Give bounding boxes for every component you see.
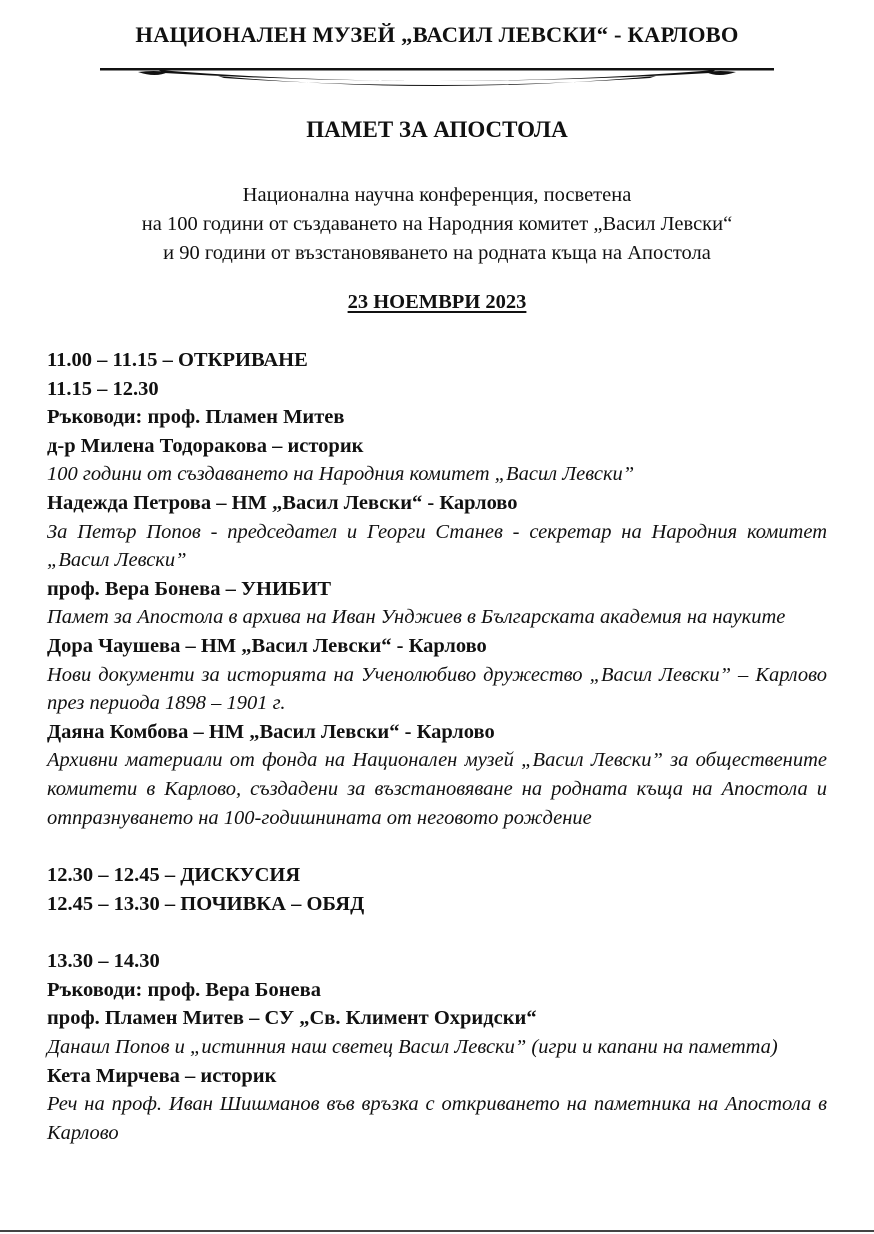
lunch-slot: 12.45 – 13.30 – ПОЧИВКА – ОБЯД [47,892,365,915]
talk-speaker: Даяна Комбова – НМ „Васил Левски“ - Карлово [47,720,495,743]
talk-speaker: проф. Пламен Митев – СУ „Св. Климент Охридски“ [47,1007,537,1030]
opening-slot: 11.00 – 11.15 – ОТКРИВАНЕ [47,349,308,371]
talk-speaker: Дора Чаушева – НМ „Васил Левски“ - Карлово [47,634,487,657]
talk-speaker: Кета Мирчева – историк [47,1064,277,1087]
spacer [47,832,827,861]
conference-subtitle [0,181,874,268]
subtitle-line-1: Национална научна конференция, посветена [242,184,632,206]
page-title: ПАМЕТ ЗА АПОСТОЛА [306,117,568,142]
talk-title: Архивни материали от фонда на Национален музей „Васил Левски” за обществените комитети в Карлово, създадени за възстановяване на родната къща на Апостола и отпразнуването на 100-годишнината от неговото рождение [47,749,827,829]
talk-title: Данаил Попов и „истинния наш светец Васил Левски” (игри и капани на паметта) [47,1036,778,1059]
session2-chair: Ръководи: проф. Вера Бонева [47,978,321,1001]
talk-speaker: проф. Вера Бонева – УНИБИТ [47,577,332,600]
session1-chair: Ръководи: проф. Пламен Митев [47,406,345,429]
session1-time: 11.15 – 12.30 [47,377,159,400]
talk-title: Памет за Апостола в архива на Иван Унджиев в Българската академия на науките [47,606,786,629]
institution-title: НАЦИОНАЛЕН МУЗЕЙ „ВАСИЛ ЛЕВСКИ“ - КАРЛОВО [135,22,739,47]
talk-title: Нови документи за историята на Ученолюбиво дружество „Васил Левски” – Карлово през периода 1898 – 1901 г. [47,663,827,715]
talk-title: Реч на проф. Иван Шишманов във връзка с откриването на паметника на Апостола в Карлово [47,1093,827,1144]
session2-time: 13.30 – 14.30 [47,950,160,973]
date-text: 23 НОЕМВРИ 2023 [347,291,527,313]
conference-date [0,291,874,314]
ornament-divider [98,60,776,90]
program-schedule [47,346,827,1147]
bottom-divider [0,1230,874,1232]
discussion-slot: 12.30 – 12.45 – ДИСКУСИЯ [47,864,301,887]
talk-speaker: Надежда Петрова – НМ „Васил Левски“ - Карлово [47,491,518,514]
spacer [47,918,827,947]
talk-title: 100 години от създаването на Народния комитет „Васил Левски” [47,463,635,486]
subtitle-line-2: на 100 години от създаването на Народния комитет „Васил Левски“ [141,213,733,235]
subtitle-line-3: и 90 години от възстановяването на родната къща на Апостола [163,242,711,264]
talk-title: За Петър Попов - председател и Георги Станев - секретар на Народния комитет „Васил Левски” [47,520,827,572]
talk-speaker: д-р Милена Тодоракова – историк [47,434,364,457]
